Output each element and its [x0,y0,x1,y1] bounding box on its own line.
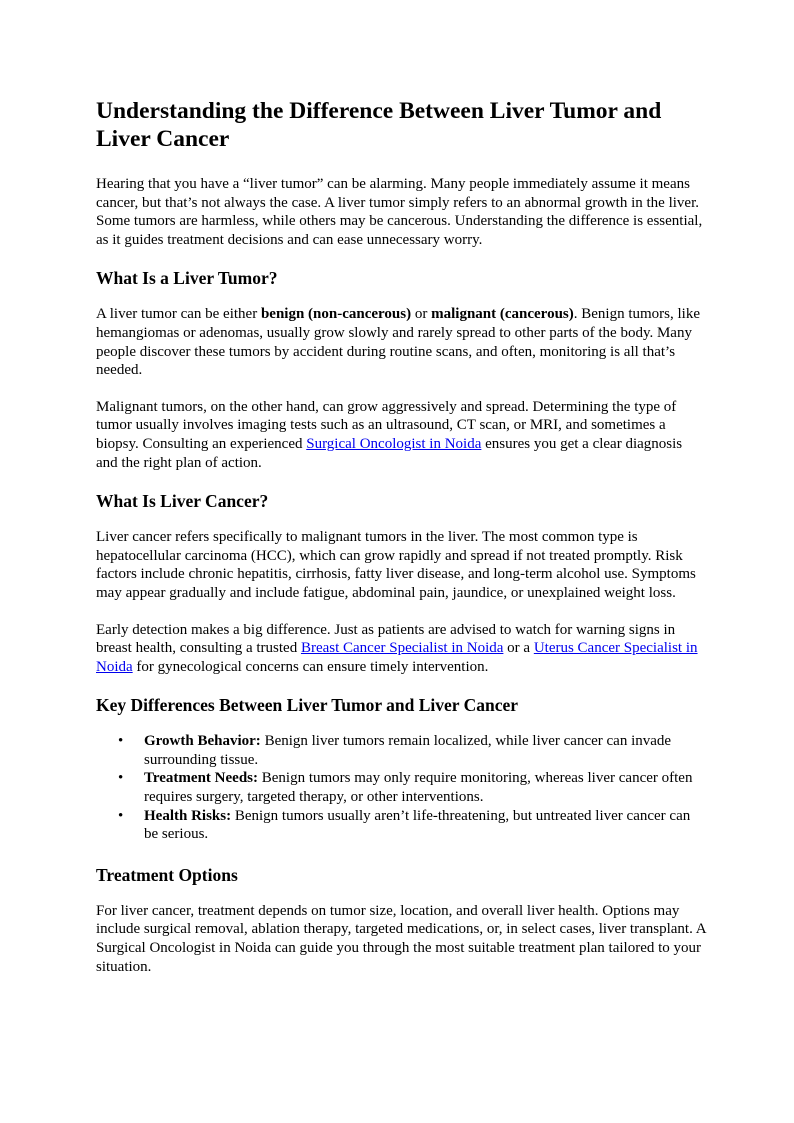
bold-malignant: malignant (cancerous) [431,306,574,323]
page-title: Understanding the Difference Between Liver Tumor and Liver Cancer [96,98,662,152]
link-surgical-oncologist[interactable]: Surgical Oncologist in Noida [306,435,482,452]
text-run: or [411,306,432,323]
cancer-paragraph-1: Liver cancer refers specifically to malignant tumors in the liver. The most common type is hepatocellular carcinoma (HCC), which can grow rapidly and spread if not treated promptly. Risk factors include chronic hepatitis, cirrhosis, fatty liver disease, and long-term alcohol use. Symptoms may appear gradually and include fatigue, abdominal pain, jaundice, or unexplained weight loss. [96,529,696,601]
item-text: Benign tumors may only require monitoring, whereas liver cancer often requires surgery, targeted therapy, or other interventions. [144,770,693,806]
treatment-paragraph: For liver cancer, treatment depends on tumor size, location, and overall liver health. Options may include surgical removal, ablation therapy, targeted medications, or, in select cases, liver transplant. A Surgical Oncologist in Noida can guide you through the most suitable treatment plan tailored to your situation. [96,902,706,975]
item-text: Benign tumors usually aren’t life-threatening, but untreated liver cancer can be serious. [144,807,691,843]
list-item [118,732,706,769]
bullet-icon: • [118,770,124,787]
item-label: Health Risks: [144,807,232,824]
text-run: . Benign tumors, like hemangiomas or adenomas, usually grow slowly and rarely spread to other parts of the body. Many people discover these tumors by accident during routine scans, and often, monitoring is all that’s needed. [96,306,700,379]
text-run: ensures you get a clear diagnosis and the right plan of action. [96,435,683,471]
heading-key-differences: Key Differences Between Liver Tumor and Liver Cancer [96,695,519,716]
tumor-paragraph-1 [96,305,706,379]
heading-treatment-options: Treatment Options [96,864,238,885]
differences-list [96,732,706,844]
list-item [118,807,706,844]
item-text: Benign liver tumors remain localized, while liver cancer can invade surrounding tissue. [144,733,672,768]
heading-what-is-liver-cancer: What Is Liver Cancer? [96,491,269,512]
heading-what-is-liver-tumor: What Is a Liver Tumor? [96,268,278,289]
document-page [96,97,706,994]
bold-benign: benign (non-cancerous) [260,306,412,323]
text-run: or a [503,640,534,657]
text-run: Malignant tumors, on the other hand, can grow aggressively and spread. Determining the type of tumor usually involves imaging tests such as an ultrasound, CT scan, or MRI, and sometimes a biopsy. Consulting an experienced [96,398,677,452]
bullet-icon: • [118,733,124,750]
text-run: A liver tumor can be either [96,306,261,323]
intro-paragraph: Hearing that you have a “liver tumor” can be alarming. Many people immediately assume it means cancer, but that’s not always the case. A liver tumor simply refers to an abnormal growth in the liver. Some tumors are harmless, while others may be cancerous. Understanding the difference is essential, as it guides treatment decisions and can ease unnecessary worry. [96,176,703,248]
cancer-paragraph-2 [96,621,706,677]
list-item [118,769,706,806]
tumor-paragraph-2 [96,398,706,472]
text-run: for gynecological concerns can ensure timely intervention. [132,658,489,675]
item-label: Treatment Needs: [144,770,258,787]
link-uterus-cancer-specialist[interactable]: Uterus Cancer Specialist in Noida [96,640,698,675]
link-breast-cancer-specialist[interactable]: Breast Cancer Specialist in Noida [300,640,504,657]
item-label: Growth Behavior: [144,733,261,750]
bullet-icon: • [118,807,124,824]
text-run: Early detection makes a big difference. Just as patients are advised to watch for warning signs in breast health, consulting a trusted [96,621,676,657]
